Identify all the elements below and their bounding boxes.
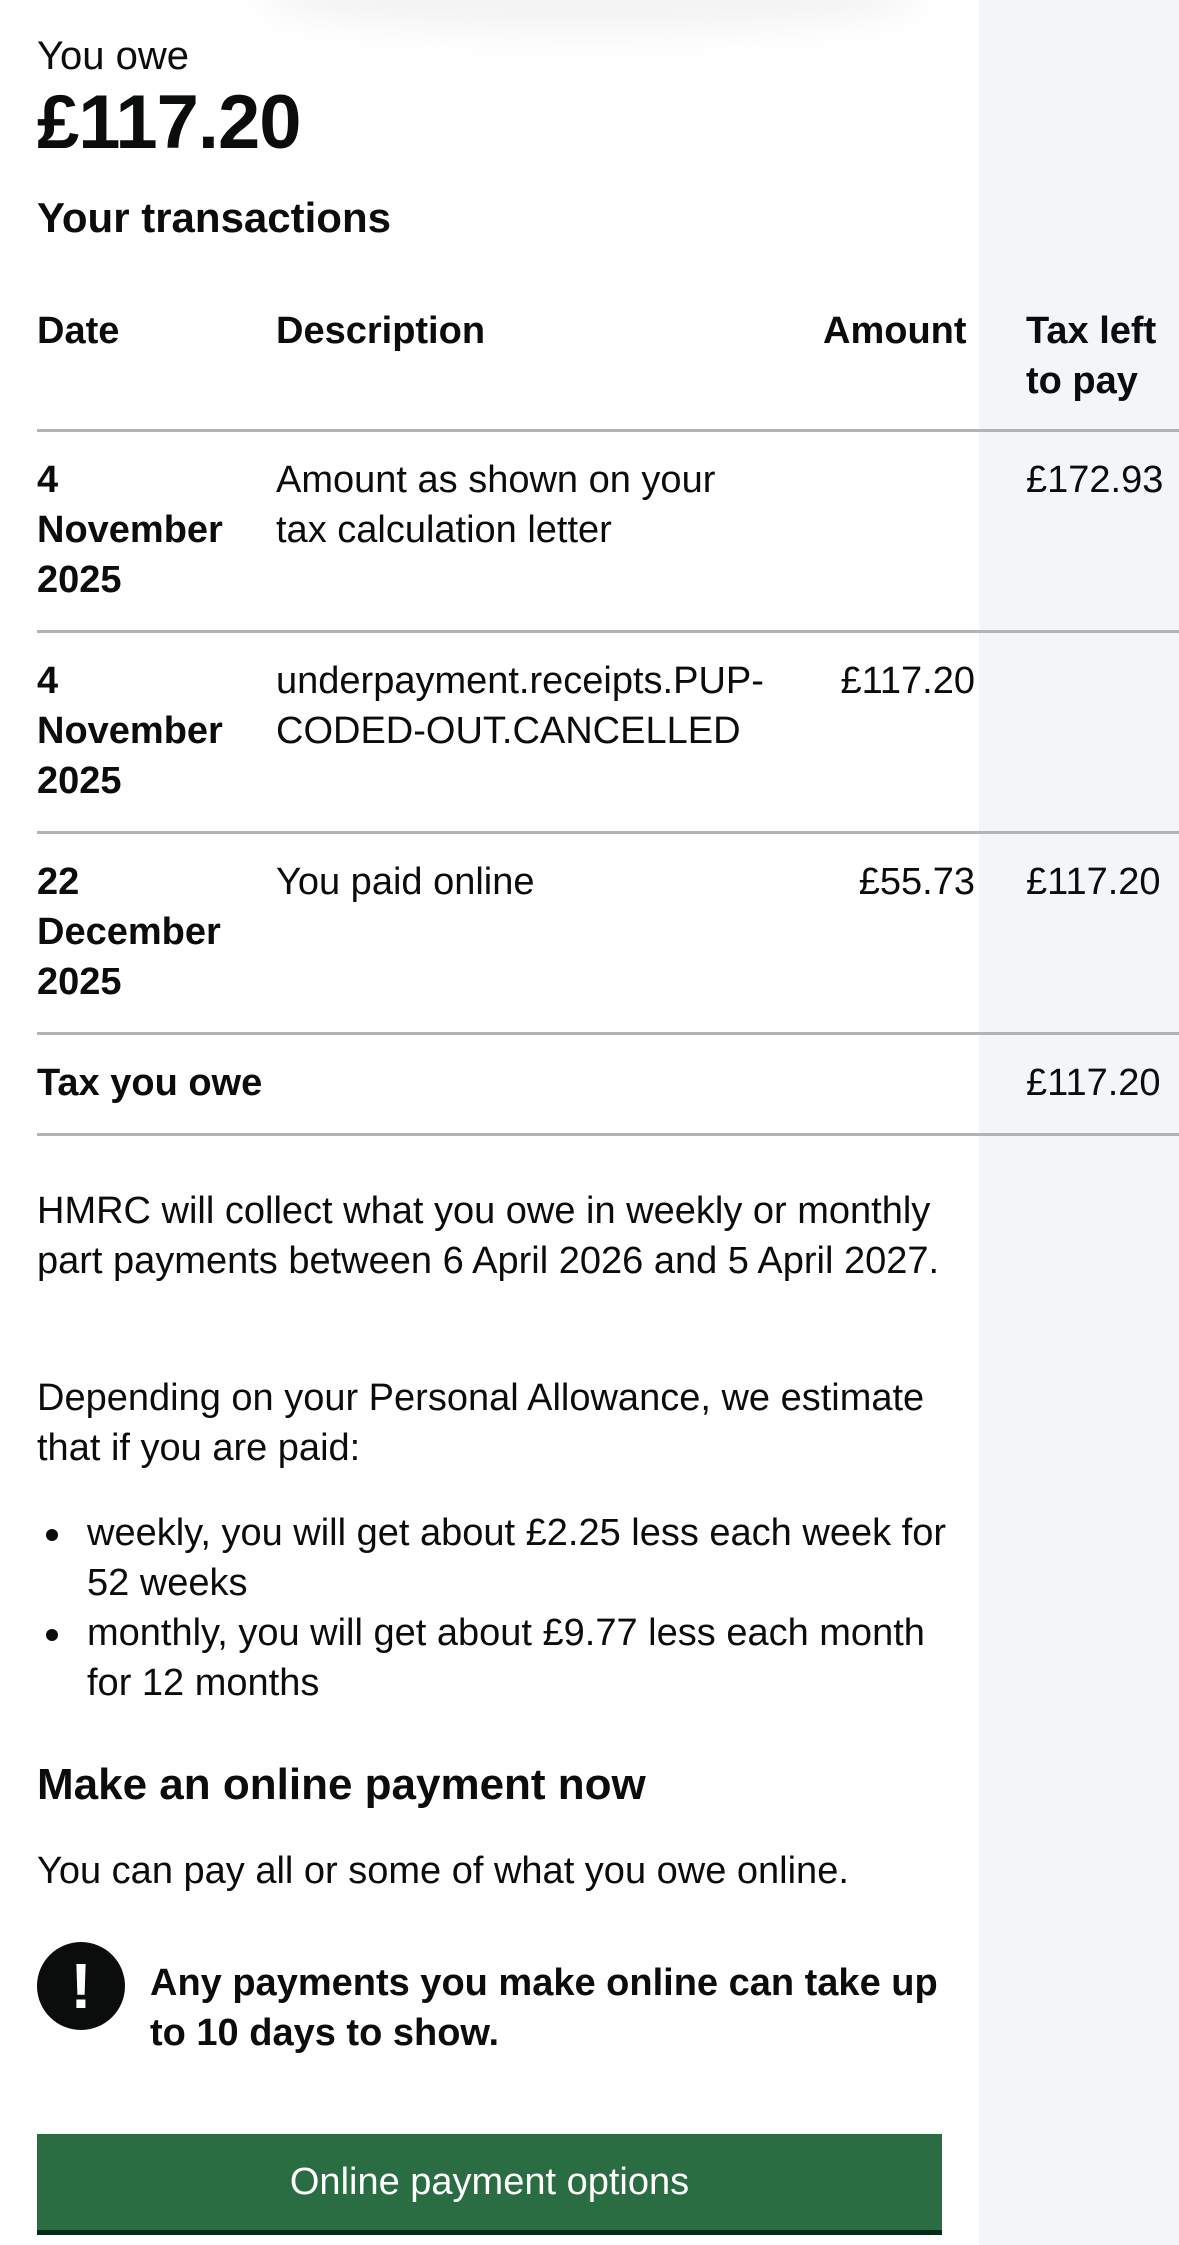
row-description: Amount as shown on your tax calculation letter xyxy=(276,459,716,551)
row-date-day: 22 xyxy=(37,861,80,903)
estimate-paragraph: Depending on your Personal Allowance, we estimate that if you are paid: xyxy=(37,1377,925,1469)
row-date-day: 4 xyxy=(37,660,59,702)
row-description: You paid online xyxy=(276,861,535,903)
column-header-tax-left xyxy=(1026,306,1156,406)
column-header-description: Description xyxy=(276,310,486,352)
transactions-heading: Your transactions xyxy=(37,194,391,241)
row-date-month: November xyxy=(37,509,223,551)
exclamation-icon: ! xyxy=(37,1942,125,2030)
owe-label: You owe xyxy=(37,34,189,78)
list-item xyxy=(37,1508,957,1608)
total-label: Tax you owe xyxy=(37,1062,263,1104)
row-description-line: underpayment.receipts.PUP- xyxy=(276,660,764,702)
online-payment-heading: Make an online payment now xyxy=(37,1760,646,1809)
bullet-icon xyxy=(46,1529,58,1541)
row-description-line: CODED-OUT.CANCELLED xyxy=(276,710,741,752)
top-shadow xyxy=(260,0,920,30)
row-date-year: 2025 xyxy=(37,961,122,1003)
estimate-list xyxy=(37,1508,957,1708)
row-date-year: 2025 xyxy=(37,559,122,601)
row-date xyxy=(37,455,247,605)
row-description xyxy=(276,656,796,756)
table-divider xyxy=(37,1133,1179,1136)
warning-text: Any payments you make online can take up to 10 days to show. xyxy=(150,1962,938,2054)
table-divider xyxy=(37,831,1179,834)
bullet-icon xyxy=(46,1629,58,1641)
row-date-month: December xyxy=(37,911,221,953)
row-date-day: 4 xyxy=(37,459,59,501)
row-date xyxy=(37,857,247,1007)
row-date xyxy=(37,656,247,806)
list-item xyxy=(37,1608,957,1708)
table-divider xyxy=(37,429,1179,432)
column-header-amount: Amount xyxy=(823,310,967,352)
owe-amount: £117.20 xyxy=(37,80,301,165)
online-payment-options-button[interactable]: Online payment options xyxy=(37,2134,942,2230)
row-date-year: 2025 xyxy=(37,760,122,802)
table-divider xyxy=(37,1032,1179,1035)
list-item-text: weekly, you will get about £2.25 less each week for 52 weeks xyxy=(87,1512,946,1604)
row-amount: £55.73 xyxy=(858,861,975,903)
table-divider xyxy=(37,630,1179,633)
total-tax-left: £117.20 xyxy=(1026,1062,1161,1104)
column-header-tax-left-line2: to pay xyxy=(1026,360,1138,402)
row-date-month: November xyxy=(37,710,223,752)
row-amount: £117.20 xyxy=(840,660,975,702)
column-header-date: Date xyxy=(37,310,120,352)
column-header-tax-left-line1: Tax left xyxy=(1026,310,1157,352)
collection-paragraph: HMRC will collect what you owe in weekly or monthly part payments between 6 April 2026 and 5 April 2027. xyxy=(37,1190,940,1282)
row-tax-left: £117.20 xyxy=(1026,861,1161,903)
online-payment-paragraph: You can pay all or some of what you owe online. xyxy=(37,1850,849,1892)
row-tax-left: £172.93 xyxy=(1026,459,1164,501)
list-item-text: monthly, you will get about £9.77 less each month for 12 months xyxy=(87,1612,925,1704)
